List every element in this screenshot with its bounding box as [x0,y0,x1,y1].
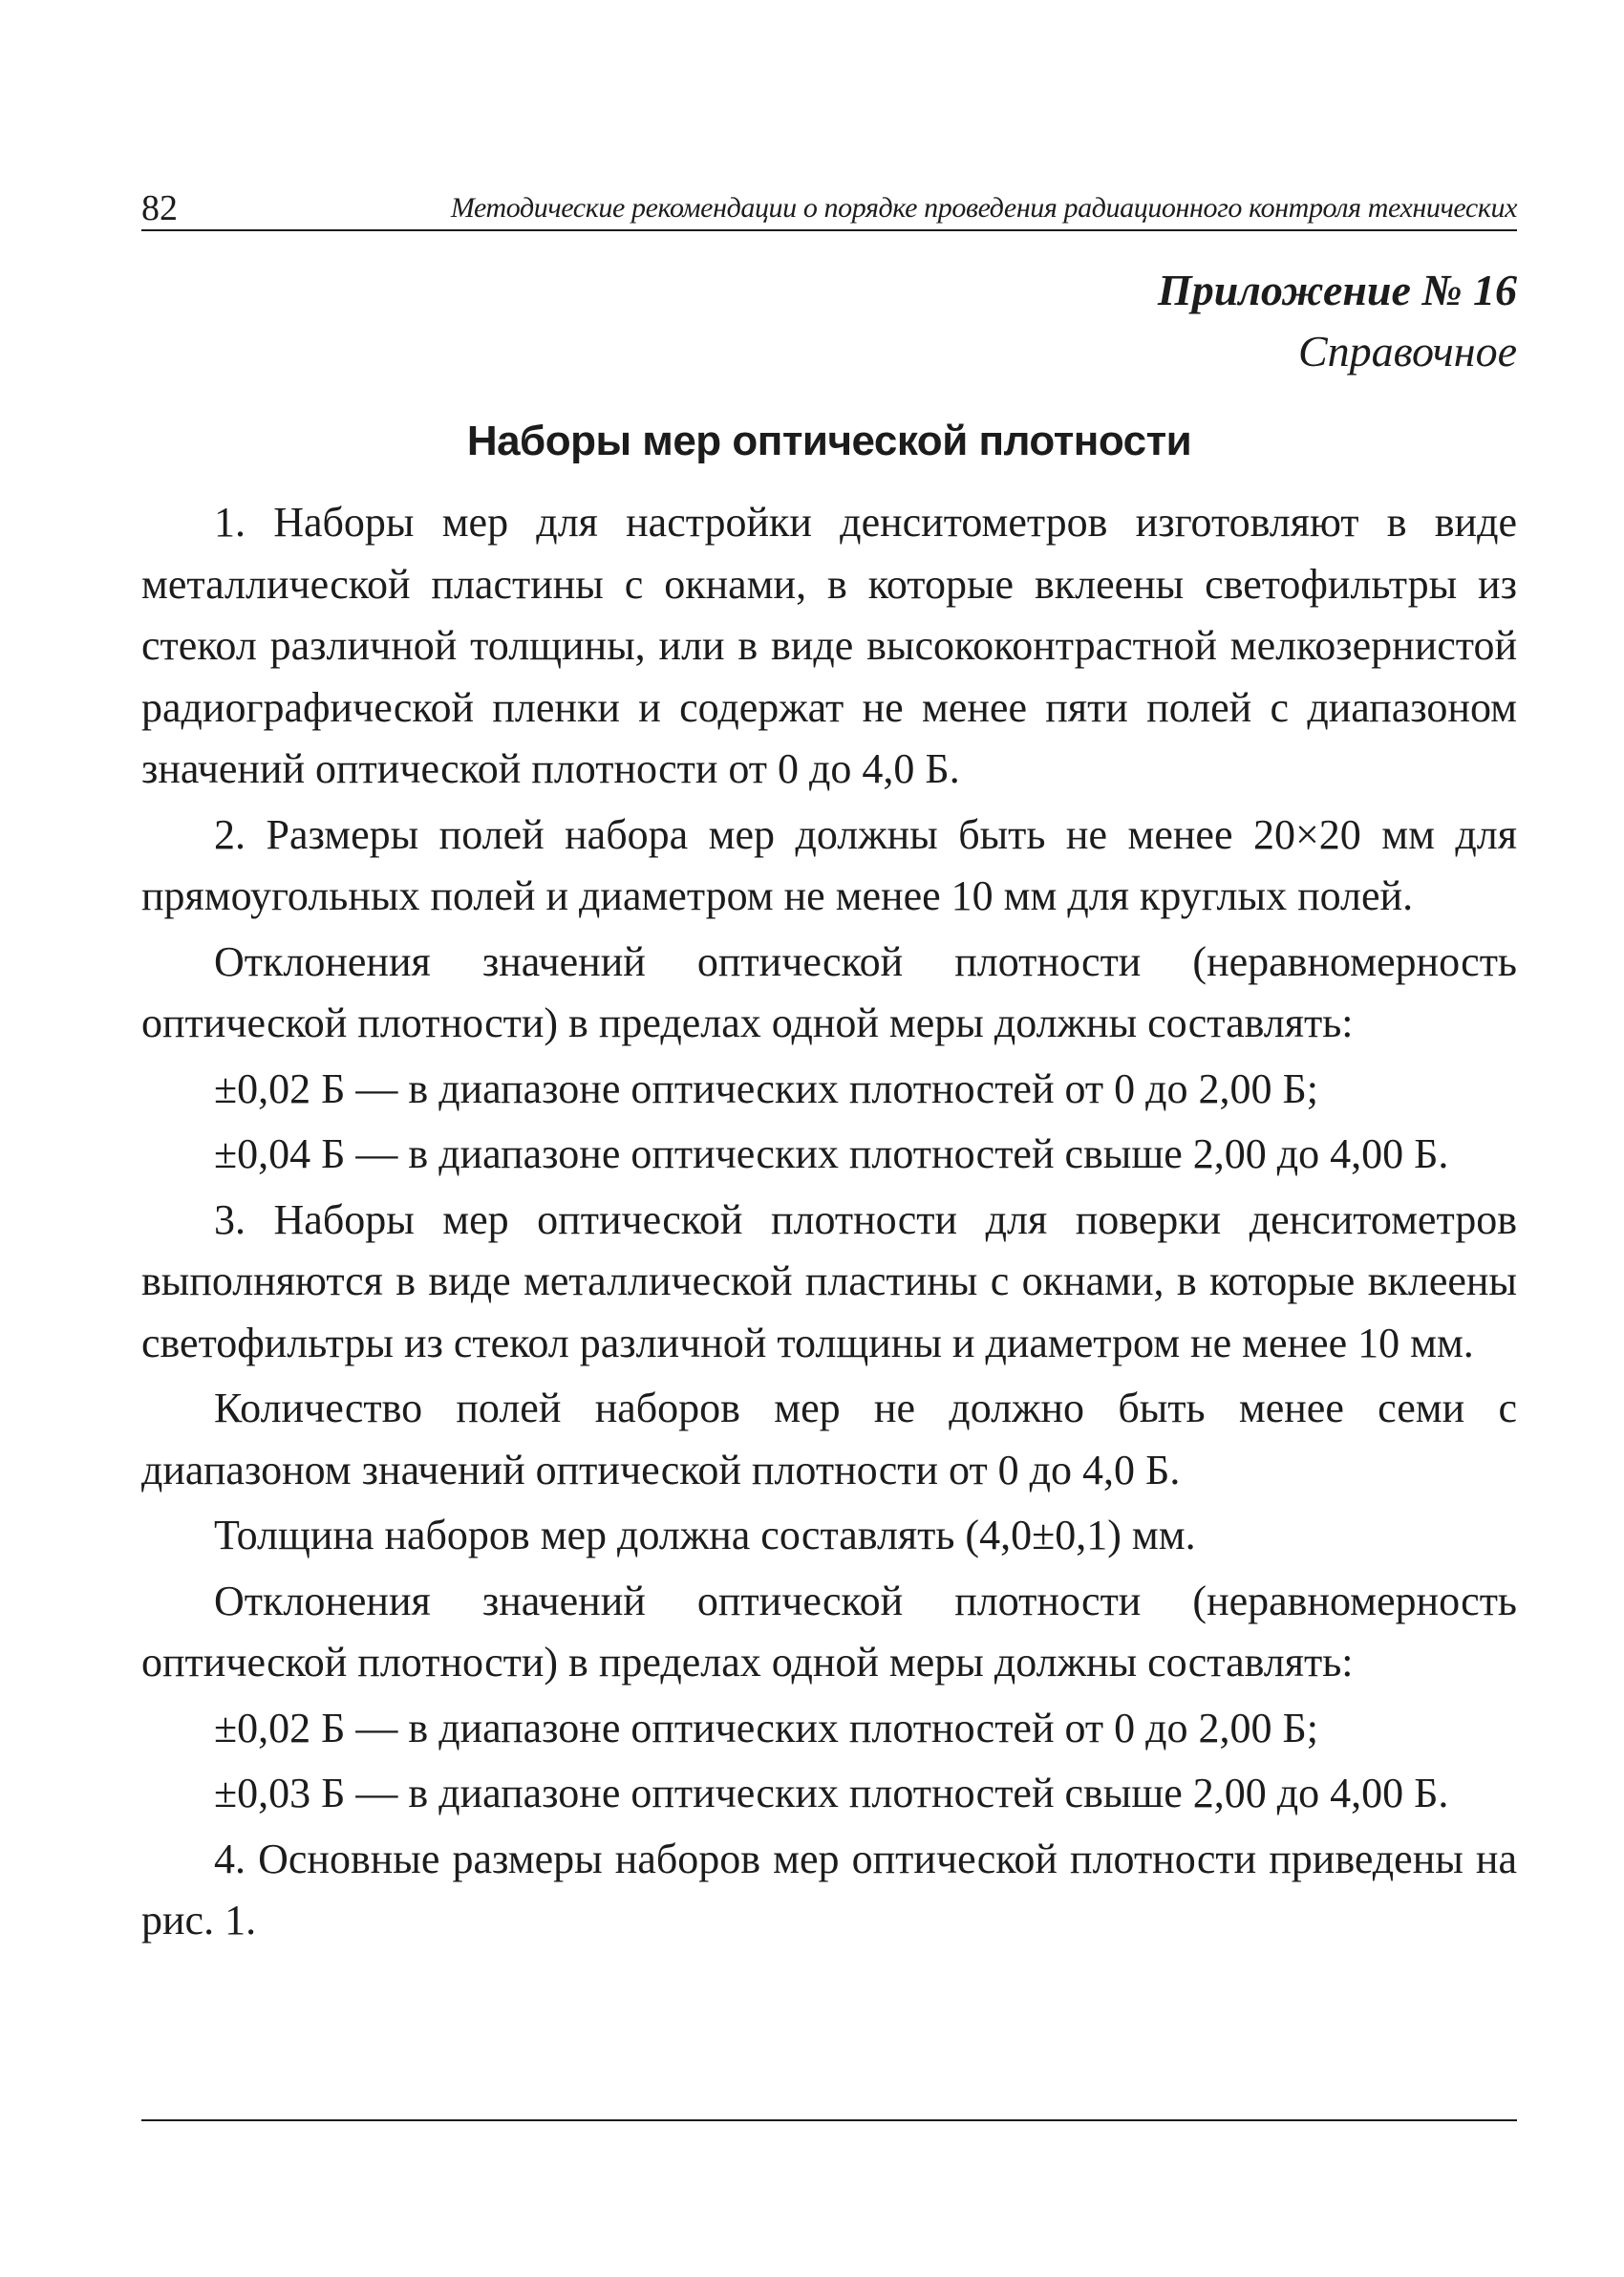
paragraph-4: 3. Наборы мер оптической плотности для поверки денситометров выполняются в виде металлической пластины с окнами, в которые вклеены светофильтры из стекол различной толщины и диаметром не менее 10 мм. [141,1195,1517,1366]
tolerance-item: ±0,03 Б — в диапазоне оптических плотностей свыше 2,00 до 4,00 Б. [214,1770,1449,1816]
paragraph-2: 2. Размеры полей набора мер должны быть не менее 20×20 мм для прямоугольных полей и диаметром не менее 10 мм для круглых полей. [141,810,1517,919]
appendix-label [1158,260,1517,382]
header-rule [141,229,1517,231]
footer-rule [141,2119,1517,2121]
appendix-number: Приложение № 16 [1157,266,1517,314]
paragraph-3: Отклонения значений оптической плотности (неравномерность оптической плотности) в пределах одной меры должны составлять: [141,937,1517,1046]
paragraph-5: Количество полей наборов мер не должно быть менее семи с диапазоном значений оптической плотности от 0 до 4,0 Б. [141,1385,1517,1493]
tolerance-item: ±0,02 Б — в диапазоне оптических плотностей от 0 до 2,00 Б; [214,1064,1319,1112]
running-title: Методические рекомендации о порядке проведения радиационного контроля технических [450,192,1517,224]
section-title: Наборы мер оптической плотности [466,418,1192,464]
paragraph-7: Отклонения значений оптической плотности (неравномерность оптической плотности) в пределах одной меры должны составлять: [141,1577,1517,1686]
body-text [141,492,1517,1956]
paragraph-8: 4. Основные размеры наборов мер оптической плотности приведены на рис. 1. [141,1835,1517,1944]
tolerance-item: ±0,02 Б — в диапазоне оптических плотностей от 0 до 2,00 Б; [214,1704,1319,1751]
paragraph-6: Толщина наборов мер должна составлять (4,0±0,1) мм. [214,1512,1196,1558]
tolerance-item: ±0,04 Б — в диапазоне оптических плотностей свыше 2,00 до 4,00 Б. [214,1130,1449,1177]
paragraph-1: 1. Наборы мер для настройки денситометров изготовляют в виде металлической пластины с окнами, в которые вклеены светофильтры из стекол различной толщины, или в виде высококонтрастной мелкозернистой радиографической пленки и содержат не менее пяти полей с диапазоном значений оптической плотности от 0 до 4,0 Б. [141,499,1517,792]
appendix-type: Справочное [1297,327,1517,376]
page-number: 82 [141,188,178,228]
running-header [141,187,1517,233]
